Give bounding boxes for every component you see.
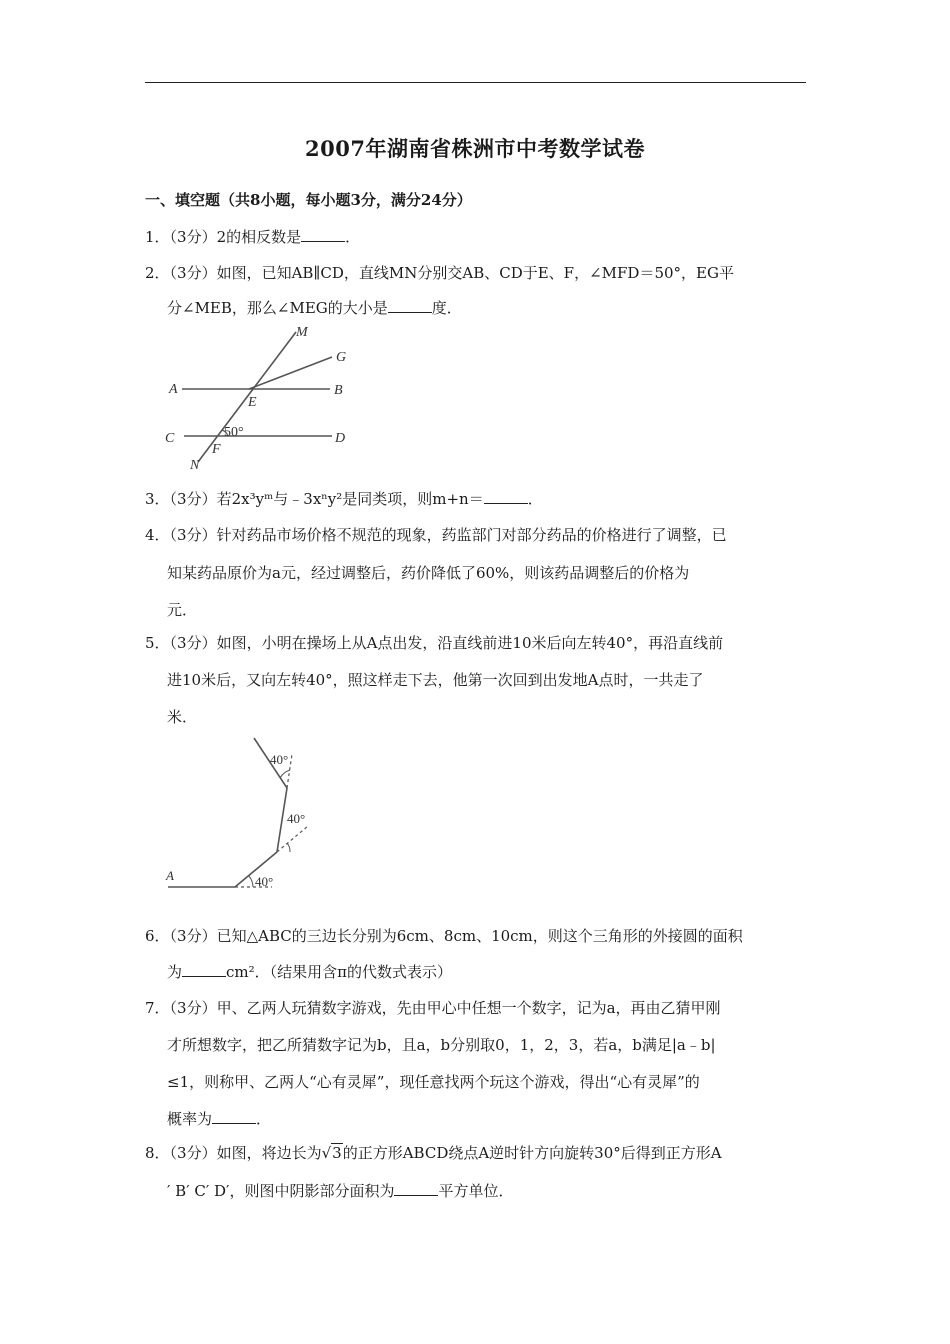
- label-a: A: [169, 382, 178, 397]
- question-4-cont: 知某药品原价为a元，经过调整后，药价降低了60%，则该药品调整后的价格为: [167, 564, 690, 582]
- question-2: 2．（3分）如图，已知AB∥CD，直线MN分别交AB、CD于E、F，∠MFD＝50°，EG平: [145, 264, 734, 282]
- answer-blank: [388, 298, 432, 313]
- label-f: F: [212, 442, 221, 457]
- label-angle-bottom: 40°: [255, 874, 274, 889]
- path-segment-3: [277, 788, 287, 852]
- label-d: D: [335, 431, 346, 446]
- question-6: 6．（3分）已知△ABC的三边长分别为6cm、8cm、10cm，则这个三角形的外接圆的面积: [145, 927, 743, 945]
- question-7: 7．（3分）甲、乙两人玩猜数字游戏，先由甲心中任想一个数字，记为a，再由乙猜甲刚: [145, 999, 721, 1017]
- label-a: A: [166, 868, 174, 883]
- label-b: B: [334, 383, 343, 398]
- answer-blank: [182, 962, 226, 977]
- walking-path-figure: [160, 730, 320, 895]
- answer-blank: [212, 1109, 256, 1124]
- label-g: G: [336, 350, 347, 365]
- question-8-cont: ′ B′ C′ D′，则图中阴影部分面积为 平方单位．: [167, 1182, 514, 1200]
- header-rule: [145, 82, 806, 83]
- question-2-cont: 分∠MEB，那么∠MEG的大小是 度．: [167, 299, 462, 317]
- question-4: 4．（3分）针对药品市场价格不规范的现象，药监部门对部分药品的价格进行了调整，已: [145, 526, 727, 544]
- extension-2: [277, 826, 308, 852]
- sqrt-symbol: √3: [321, 1144, 342, 1162]
- question-8: 8．（3分）如图，将边长为√3的正方形ABCD绕点A逆时针方向旋转30°后得到正方形A: [145, 1144, 722, 1162]
- label-angle-mid: 40°: [287, 811, 306, 826]
- question-4-cont2: 元．: [167, 601, 198, 619]
- ray-eg: [249, 357, 332, 389]
- question-7-cont3: 概率为 ．: [167, 1110, 272, 1128]
- label-angle-50: 50°: [224, 425, 244, 440]
- section-heading: 一、填空题（共8小题，每小题3分，满分24分）: [145, 191, 472, 209]
- parallel-lines-figure: [160, 320, 360, 475]
- angle-arc-1: [249, 876, 253, 887]
- question-5-cont: 进10米后，又向左转40°，照这样走下去，他第一次回到出发地A点时，一共走了: [167, 671, 704, 689]
- answer-blank: [394, 1181, 438, 1196]
- angle-arc-2: [287, 843, 290, 852]
- question-5: 5．（3分）如图，小明在操场上从A点出发，沿直线前进10米后向左转40°，再沿直线前: [145, 634, 724, 652]
- question-7-cont2: ≤1，则称甲、乙两人“心有灵犀”，现任意找两个玩这个游戏，得出“心有灵犀”的: [167, 1073, 700, 1091]
- answer-blank: [301, 227, 345, 242]
- question-7-cont: 才所想数字，把乙所猜数字记为b，且a，b分别取0，1，2，3，若a，b满足|a﹣b|: [167, 1036, 716, 1054]
- question-6-cont: 为 cm²．（结果用含π的代数式表示）: [167, 963, 453, 981]
- label-n: N: [190, 458, 200, 473]
- label-angle-top: 40°: [270, 752, 289, 767]
- page-title: 2007年湖南省株洲市中考数学试卷: [305, 136, 645, 161]
- label-c: C: [165, 431, 175, 446]
- question-3: 3．（3分）若2x³yᵐ与﹣3xⁿy²是同类项，则m+n＝ ．: [145, 490, 543, 508]
- answer-blank: [484, 489, 528, 504]
- question-1: 1．（3分）2的相反数是 ．: [145, 228, 361, 246]
- label-m: M: [296, 325, 308, 340]
- question-5-cont2: 米．: [167, 708, 198, 726]
- label-e: E: [248, 395, 257, 410]
